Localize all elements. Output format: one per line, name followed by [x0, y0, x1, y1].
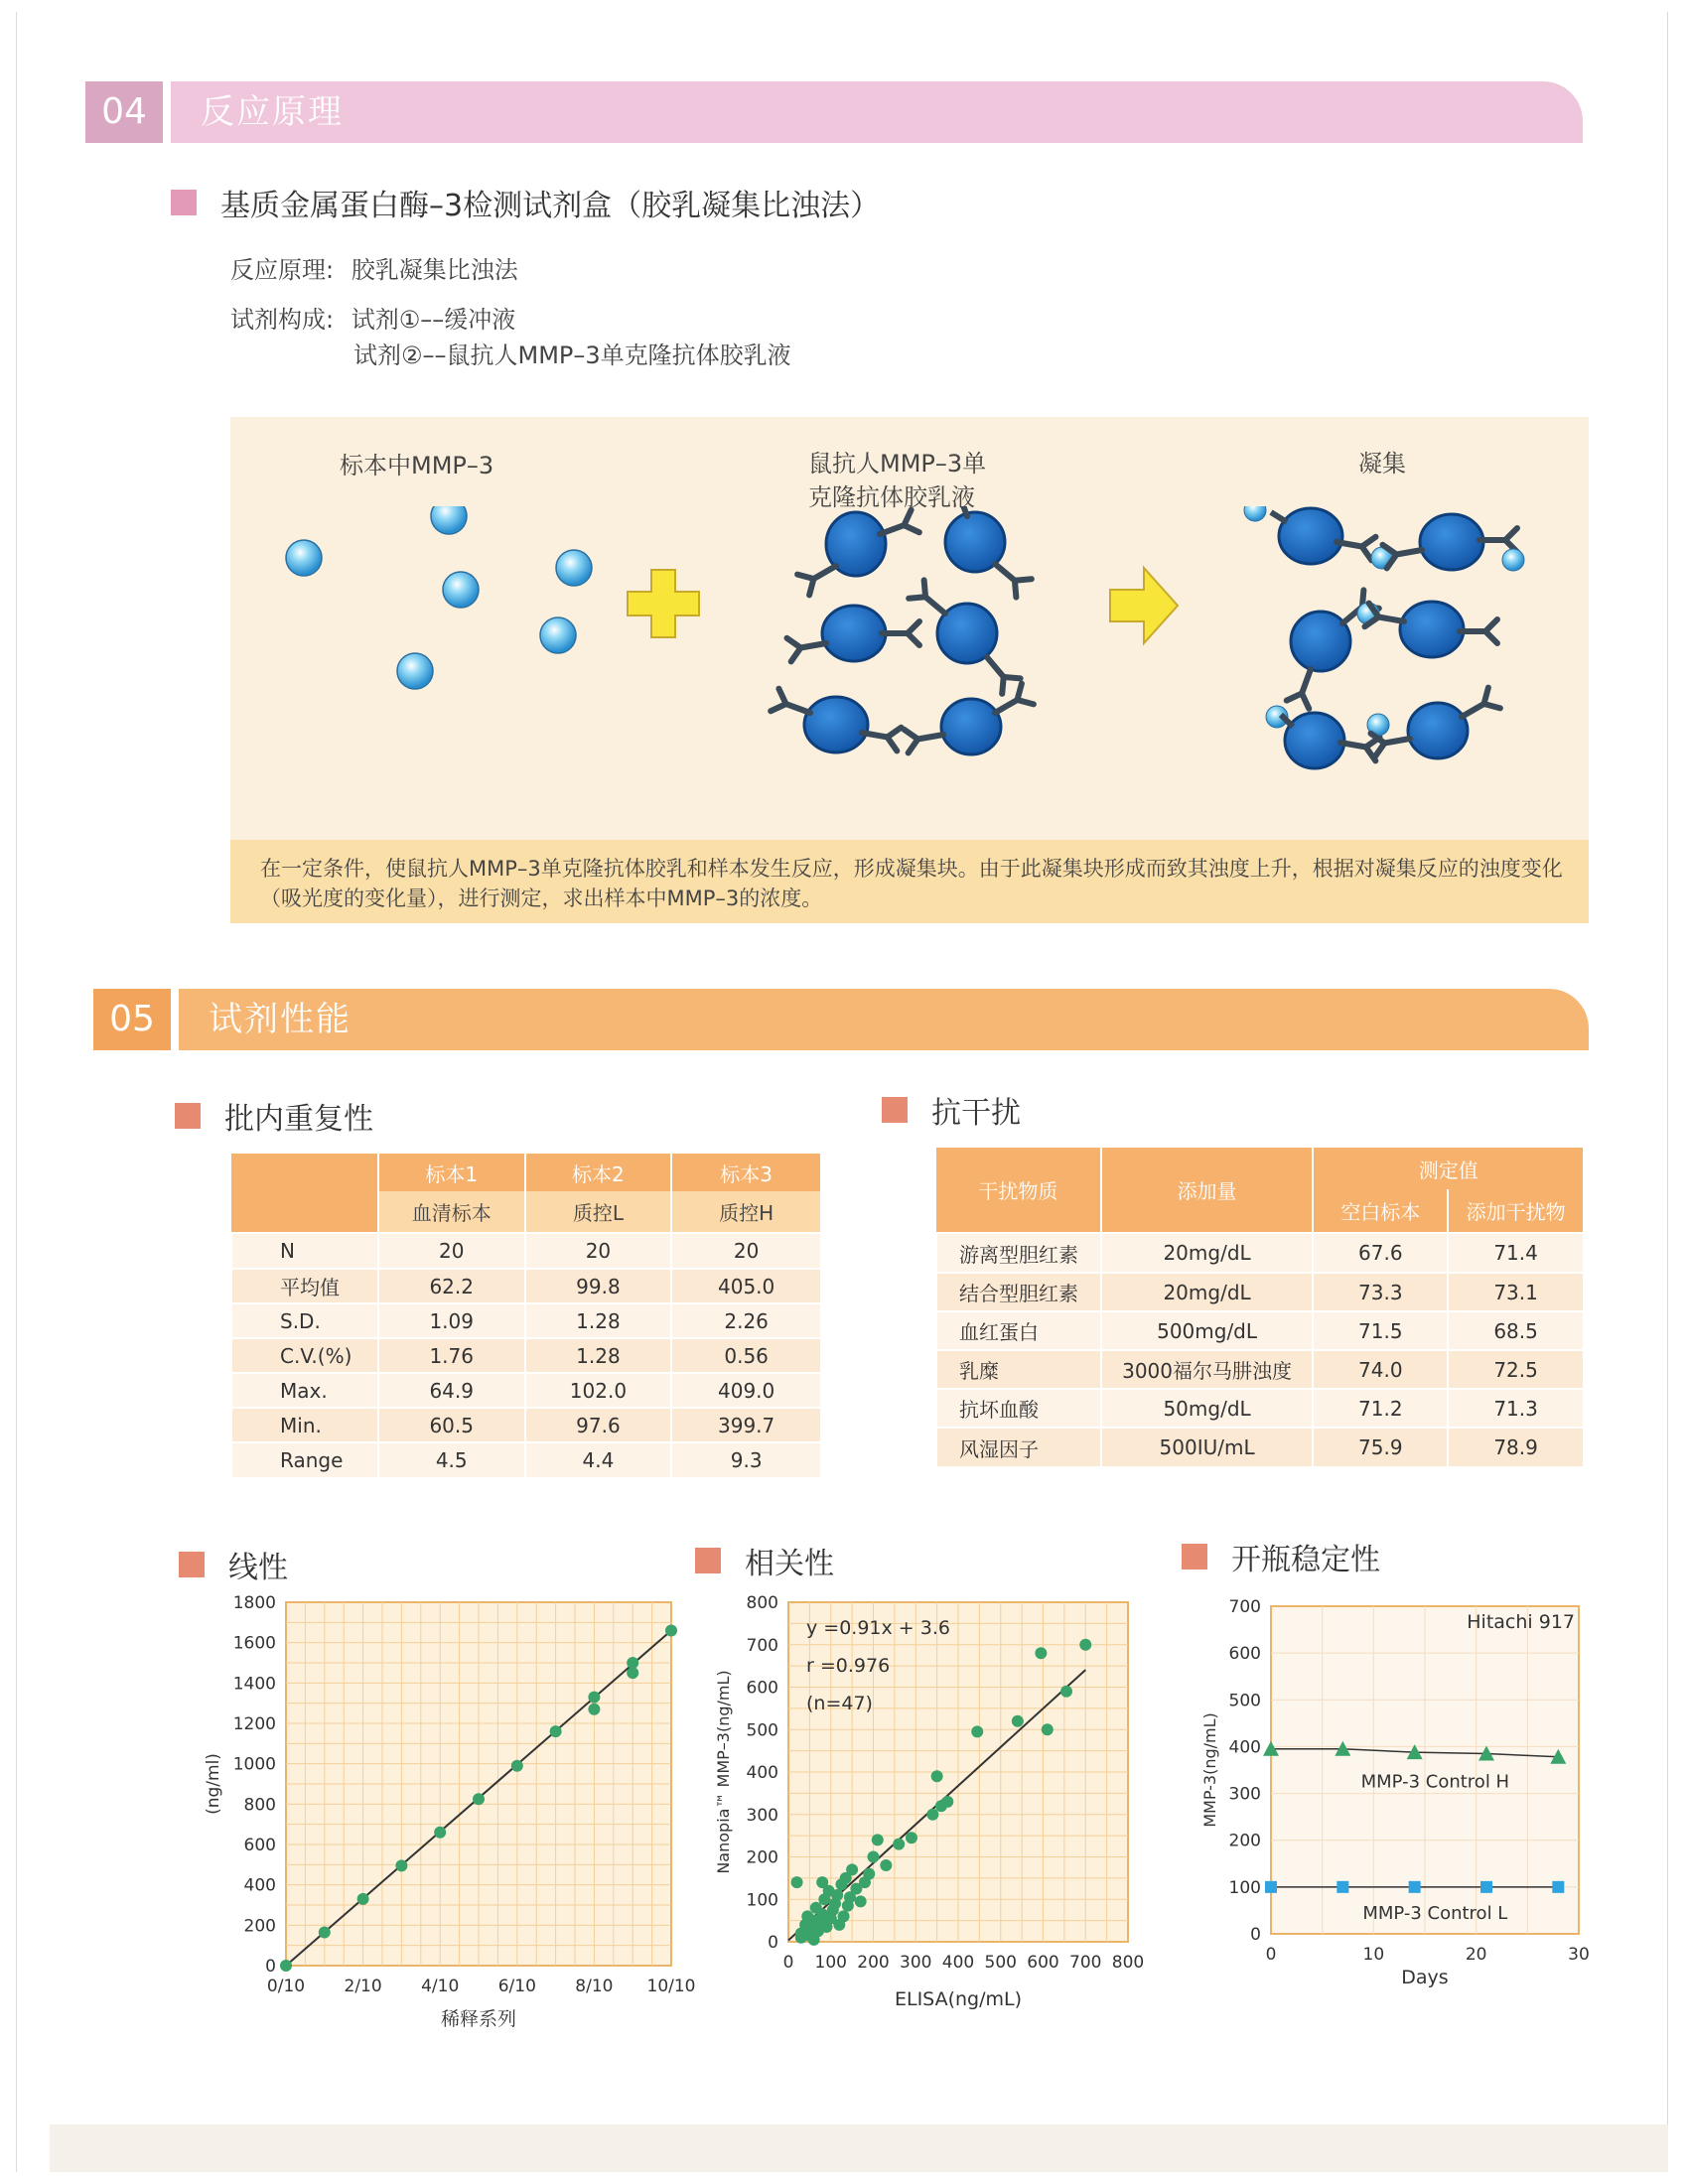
data-point: [880, 1859, 892, 1871]
table-cell: 20mg/dL: [1101, 1273, 1314, 1311]
data-point: [1042, 1723, 1054, 1735]
data-point: [550, 1725, 562, 1737]
header-cell: 标本3: [671, 1154, 820, 1191]
y-tick-label: 200: [1228, 1831, 1261, 1851]
data-point: [931, 1770, 943, 1782]
linearity-title: 线性: [228, 1551, 288, 1585]
x-tick-label: 800: [1111, 1953, 1145, 1973]
regression-annotation: y =0.91x + 3.6: [806, 1617, 950, 1639]
plus-icon: [628, 570, 699, 637]
x-tick-label: 0: [1265, 1945, 1277, 1965]
row-label: 风湿因子: [936, 1428, 1101, 1466]
bullet-square-icon: [695, 1548, 721, 1573]
x-axis-label: ELISA(ng/mL): [894, 1988, 1023, 2010]
precision-table: [230, 1154, 820, 1477]
stability-chart: [1192, 1588, 1628, 2005]
row-label: 结合型胆红素: [936, 1273, 1101, 1311]
principle-note-text: 在一定条件，使鼠抗人MMP–3单克隆抗体胶乳和样本发生反应，形成凝集块。由于此凝集块形成而致其浊度上升，根据对凝集反应的浊度变化（吸光度的变化量），进行测定，求出样本中MMP–3的浓度。: [260, 857, 1563, 910]
section-04-header: [85, 81, 1583, 143]
section-number: 05: [93, 989, 171, 1050]
row-label: N: [231, 1233, 378, 1269]
y-tick-label: 600: [1228, 1644, 1261, 1665]
x-tick-label: 0/10: [266, 1977, 306, 1996]
y-tick-label: 700: [746, 1635, 778, 1656]
series-label: MMP-3 Control L: [1362, 1902, 1508, 1924]
table-cell: 4.5: [378, 1442, 525, 1477]
data-point: [434, 1827, 446, 1839]
arrow-right-icon: [1110, 568, 1178, 643]
x-tick-label: 20: [1465, 1945, 1487, 1965]
table-row: [936, 1233, 1583, 1273]
header-cell: 干扰物质: [936, 1148, 1101, 1233]
table-cell: 67.6: [1313, 1233, 1448, 1273]
bullet-square-icon: [175, 1103, 201, 1129]
table-cell: 1.28: [525, 1303, 672, 1338]
row-label: C.V.(%): [231, 1338, 378, 1373]
stability-title: 开瓶稳定性: [1231, 1543, 1380, 1577]
reagent-1: 试剂①––缓冲液: [351, 306, 516, 334]
reagent-2: 试剂②––鼠抗人MMP–3单克隆抗体胶乳液: [353, 341, 791, 369]
x-tick-label: 700: [1069, 1953, 1102, 1973]
table-cell: 405.0: [671, 1269, 820, 1303]
row-label: 血红蛋白: [936, 1311, 1101, 1350]
data-point: [588, 1692, 600, 1704]
agglutination-clusters: [1244, 506, 1524, 768]
data-point-square: [1480, 1881, 1492, 1893]
table-cell: 102.0: [525, 1373, 672, 1408]
data-point: [831, 1889, 843, 1901]
interference-table: [935, 1148, 1583, 1466]
y-tick-label: 600: [243, 1836, 276, 1855]
table-cell: 71.5: [1313, 1311, 1448, 1350]
y-tick-label: 200: [243, 1916, 276, 1937]
corner-cell: [231, 1154, 378, 1233]
data-point: [791, 1876, 803, 1888]
bullet-square-icon: [1182, 1544, 1207, 1570]
y-axis-label: MMP-3(ng/mL): [1200, 1712, 1219, 1828]
interference-title: 抗干扰: [931, 1096, 1021, 1131]
kit-heading: [171, 181, 880, 224]
y-tick-label: 1000: [232, 1754, 276, 1775]
antibody-latex-particles: [771, 506, 1034, 754]
x-tick-label: 6/10: [497, 1977, 536, 1996]
row-label: S.D.: [231, 1303, 378, 1338]
section-number: 04: [85, 81, 163, 143]
y-tick-label: 800: [243, 1795, 276, 1816]
data-point-square: [1409, 1881, 1421, 1893]
data-point: [872, 1834, 884, 1845]
chart-annotation: Hitachi 917: [1467, 1611, 1575, 1633]
table-cell: 64.9: [378, 1373, 525, 1408]
table-cell: 72.5: [1448, 1350, 1583, 1389]
table-cell: 3000福尔马肼浊度: [1101, 1350, 1314, 1389]
table-cell: 99.8: [525, 1269, 672, 1303]
table-cell: 399.7: [671, 1408, 820, 1442]
bullet-square-icon: [179, 1552, 205, 1577]
row-label: 乳糜: [936, 1350, 1101, 1389]
x-tick-label: 600: [1027, 1953, 1059, 1973]
data-point: [511, 1760, 523, 1772]
composition-label: 试剂构成:: [230, 306, 335, 334]
section-title-bar: [171, 81, 1583, 143]
data-point: [808, 1934, 820, 1946]
principle-label: 反应原理:: [230, 256, 335, 284]
y-tick-label: 1800: [232, 1593, 276, 1613]
table-cell: 20: [671, 1233, 820, 1269]
row-label: 抗坏血酸: [936, 1389, 1101, 1428]
table-cell: 97.6: [525, 1408, 672, 1442]
bullet-square-icon: [882, 1097, 908, 1123]
x-tick-label: 2/10: [344, 1977, 382, 1996]
table-row: [231, 1303, 820, 1338]
precision-heading: [175, 1094, 373, 1138]
y-tick-label: 500: [1228, 1691, 1261, 1711]
data-point-square: [1552, 1881, 1564, 1893]
y-tick-label: 500: [746, 1720, 778, 1741]
data-point-square: [1265, 1881, 1277, 1893]
y-tick-label: 100: [746, 1890, 778, 1911]
table-cell: 20: [378, 1233, 525, 1269]
table-cell: 71.3: [1448, 1389, 1583, 1428]
data-point: [1060, 1686, 1072, 1698]
y-tick-label: 100: [1228, 1877, 1261, 1898]
data-point: [1035, 1647, 1047, 1659]
x-tick-label: 10/10: [646, 1977, 696, 1996]
row-label: Min.: [231, 1408, 378, 1442]
table-cell: 1.28: [525, 1338, 672, 1373]
table-row: [936, 1311, 1583, 1350]
table-cell: 500mg/dL: [1101, 1311, 1314, 1350]
table-cell: 1.76: [378, 1338, 525, 1373]
x-tick-label: 4/10: [421, 1977, 460, 1996]
data-point: [906, 1832, 917, 1843]
table-row: [231, 1269, 820, 1303]
regression-annotation: r =0.976: [806, 1655, 891, 1677]
principle-line: [230, 250, 518, 285]
header-cell: 添加量: [1101, 1148, 1314, 1233]
table-cell: 71.4: [1448, 1233, 1583, 1273]
label-antibody-2: 克隆抗体胶乳液: [808, 483, 975, 511]
principle-value: 胶乳凝集比浊法: [351, 256, 518, 284]
subheader-cell: 血清标本: [378, 1191, 525, 1233]
data-point: [971, 1725, 983, 1737]
table-cell: 9.3: [671, 1442, 820, 1477]
bullet-square-icon: [171, 190, 197, 215]
row-label: Range: [231, 1442, 378, 1477]
subheader-cell: 质控H: [671, 1191, 820, 1233]
table-cell: 4.4: [525, 1442, 672, 1477]
y-tick-label: 800: [746, 1593, 778, 1613]
mmp3-molecules: [286, 506, 592, 689]
table-cell: 78.9: [1448, 1428, 1583, 1466]
table-cell: 500IU/mL: [1101, 1428, 1314, 1466]
label-agglutination: 凝集: [1358, 450, 1406, 478]
x-axis-label: Days: [1401, 1967, 1449, 1988]
correlation-heading: [695, 1539, 834, 1582]
y-tick-label: 200: [746, 1847, 778, 1868]
y-tick-label: 0: [265, 1957, 276, 1977]
header-cell: 标本2: [525, 1154, 672, 1191]
table-cell: 71.2: [1313, 1389, 1448, 1428]
data-point: [1012, 1715, 1024, 1727]
table-row: [936, 1428, 1583, 1466]
header-cell: 标本1: [378, 1154, 525, 1191]
kit-title: 基质金属蛋白酶–3检测试剂盒（胶乳凝集比浊法）: [220, 189, 881, 223]
y-tick-label: 700: [1228, 1597, 1261, 1617]
data-point: [319, 1926, 331, 1938]
data-point: [816, 1876, 828, 1888]
x-tick-label: 500: [984, 1953, 1017, 1973]
header-cell: 添加干扰物: [1448, 1189, 1583, 1233]
data-point-square: [1336, 1881, 1348, 1893]
stability-heading: [1182, 1535, 1380, 1578]
correlation-title: 相关性: [745, 1547, 834, 1581]
data-point: [588, 1704, 600, 1715]
table-row: [231, 1233, 820, 1269]
series-label: MMP-3 Control H: [1360, 1771, 1510, 1793]
x-tick-label: 200: [857, 1953, 890, 1973]
subheader-cell: 质控L: [525, 1191, 672, 1233]
data-point: [357, 1893, 369, 1905]
correlation-chart: [705, 1588, 1201, 2025]
x-tick-label: 400: [941, 1953, 975, 1973]
y-tick-label: 1200: [232, 1714, 276, 1734]
precision-title: 批内重复性: [224, 1102, 373, 1137]
y-tick-label: 300: [1228, 1784, 1261, 1805]
data-point: [280, 1960, 292, 1972]
y-tick-label: 1600: [232, 1633, 276, 1654]
section-title: 反应原理: [201, 92, 344, 132]
data-point: [868, 1851, 880, 1863]
y-tick-label: 400: [1228, 1737, 1261, 1758]
section-05-header: [93, 989, 1589, 1050]
table-cell: 2.26: [671, 1303, 820, 1338]
y-tick-label: 0: [768, 1933, 778, 1953]
table-row: [231, 1373, 820, 1408]
y-axis-label: (ng/ml): [204, 1753, 223, 1815]
composition-line: [230, 300, 515, 335]
header-cell: 测定值: [1313, 1148, 1583, 1189]
x-axis-label: 稀释系列: [440, 2008, 517, 2030]
table-cell: 73.1: [1448, 1273, 1583, 1311]
section-title-bar: [179, 989, 1589, 1050]
x-tick-label: 0: [782, 1953, 794, 1973]
x-tick-label: 300: [900, 1953, 932, 1973]
row-label: 平均值: [231, 1269, 378, 1303]
principle-note: [230, 840, 1589, 923]
x-tick-label: 8/10: [575, 1977, 614, 1996]
data-point: [863, 1868, 875, 1880]
data-point: [846, 1863, 858, 1875]
data-point: [665, 1624, 677, 1636]
linearity-heading: [179, 1543, 288, 1586]
bottom-band: [50, 2124, 1668, 2172]
data-point: [395, 1859, 407, 1871]
table-row: [231, 1442, 820, 1477]
table-row: [936, 1273, 1583, 1311]
y-tick-label: 600: [746, 1678, 778, 1699]
table-row: [936, 1350, 1583, 1389]
table-row: [231, 1338, 820, 1373]
y-tick-label: 400: [243, 1875, 276, 1896]
x-tick-label: 30: [1568, 1945, 1590, 1965]
y-tick-label: 400: [746, 1763, 778, 1783]
linearity-chart: [195, 1588, 711, 2045]
row-label: Max.: [231, 1373, 378, 1408]
table-cell: 60.5: [378, 1408, 525, 1442]
table-cell: 50mg/dL: [1101, 1389, 1314, 1428]
data-point: [627, 1657, 638, 1669]
data-point: [1079, 1639, 1091, 1651]
data-point: [941, 1796, 953, 1808]
data-point: [855, 1895, 867, 1907]
data-point: [473, 1793, 485, 1805]
table-cell: 73.3: [1313, 1273, 1448, 1311]
x-tick-label: 100: [814, 1953, 847, 1973]
table-row: [936, 1389, 1583, 1428]
label-sample: 标本中MMP–3: [340, 452, 494, 479]
table-cell: 0.56: [671, 1338, 820, 1373]
data-point: [926, 1809, 938, 1821]
y-axis-label: Nanopia™ MMP–3(ng/mL): [714, 1670, 733, 1874]
table-cell: 409.0: [671, 1373, 820, 1408]
y-tick-label: 300: [746, 1805, 778, 1826]
y-tick-label: 0: [1250, 1925, 1261, 1945]
interference-heading: [882, 1088, 1021, 1132]
data-point: [838, 1910, 850, 1922]
regression-annotation: (n=47): [806, 1693, 873, 1714]
label-antibody-1: 鼠抗人MMP–3单: [808, 450, 987, 478]
table-cell: 62.2: [378, 1269, 525, 1303]
table-cell: 1.09: [378, 1303, 525, 1338]
table-cell: 20: [525, 1233, 672, 1269]
y-tick-label: 1400: [232, 1674, 276, 1695]
x-tick-label: 10: [1362, 1945, 1385, 1965]
header-cell: 空白标本: [1313, 1189, 1448, 1233]
table-cell: 68.5: [1448, 1311, 1583, 1350]
data-point: [795, 1932, 807, 1944]
section-title: 试剂性能: [209, 1000, 352, 1039]
table-row: [231, 1408, 820, 1442]
table-cell: 74.0: [1313, 1350, 1448, 1389]
table-cell: 75.9: [1313, 1428, 1448, 1466]
table-cell: 20mg/dL: [1101, 1233, 1314, 1273]
data-point: [893, 1839, 905, 1850]
row-label: 游离型胆红素: [936, 1233, 1101, 1273]
